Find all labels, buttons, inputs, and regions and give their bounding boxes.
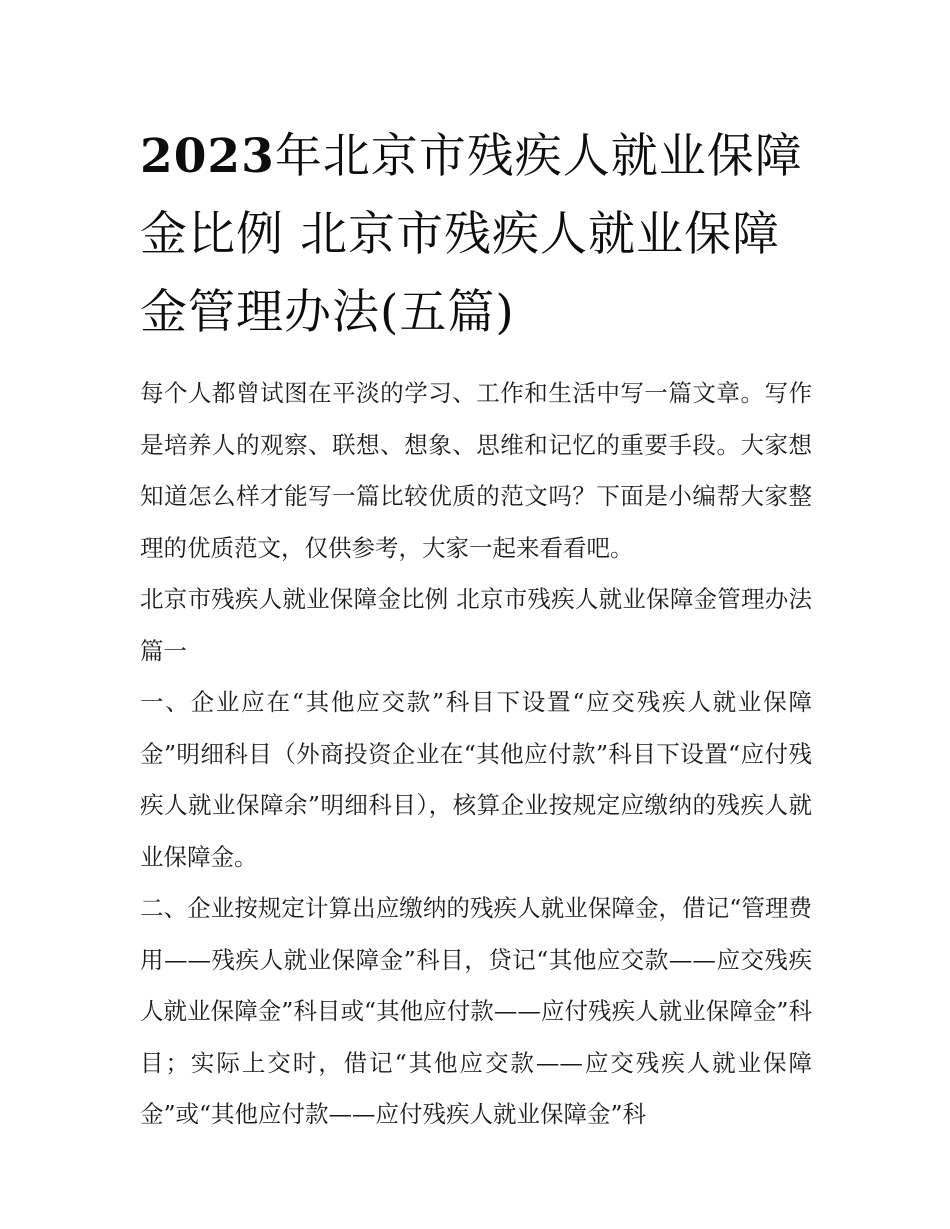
section-heading: 北京市残疾人就业保障金比例 北京市残疾人就业保障金管理办法篇一: [140, 585, 812, 665]
intro-paragraph: 每个人都曾试图在平淡的学习、工作和生活中写一篇文章。写作是培养人的观察、联想、想象、思维和记忆的重要手段。大家想知道怎么样才能写一篇比较优质的范文吗？下面是小编帮大家整理的优质范文，仅供参考，大家一起来看看吧。: [140, 379, 812, 562]
paragraph-2: 二、企业按规定计算出应缴纳的残疾人就业保障金，借记“管理费用——残疾人就业保障金”科目，贷记“其他应交款——应交残疾人就业保障金”科目或“其他应付款——应付残疾人就业保障金”科目；实际上交时，借记“其他应交款——应交残疾人就业保障金”或“其他应付款——应付残疾人就业保障金”科: [140, 894, 812, 1128]
paragraph-1: 一、企业应在“其他应交款”科目下设置“应交残疾人就业保障金”明细科目（外商投资企业在“其他应付款”科目下设置“应付残疾人就业保障余”明细科目），核算企业按规定应缴纳的残疾人就业保障金。: [140, 688, 812, 871]
title-text: 年北京市残疾人就业保障金比例 北京市残疾人就业保障金管理办法(五篇): [140, 129, 803, 340]
title-year: 2023: [140, 129, 275, 184]
document-body: [140, 368, 812, 1141]
document-title: [140, 118, 812, 352]
document-page: [140, 118, 812, 1141]
